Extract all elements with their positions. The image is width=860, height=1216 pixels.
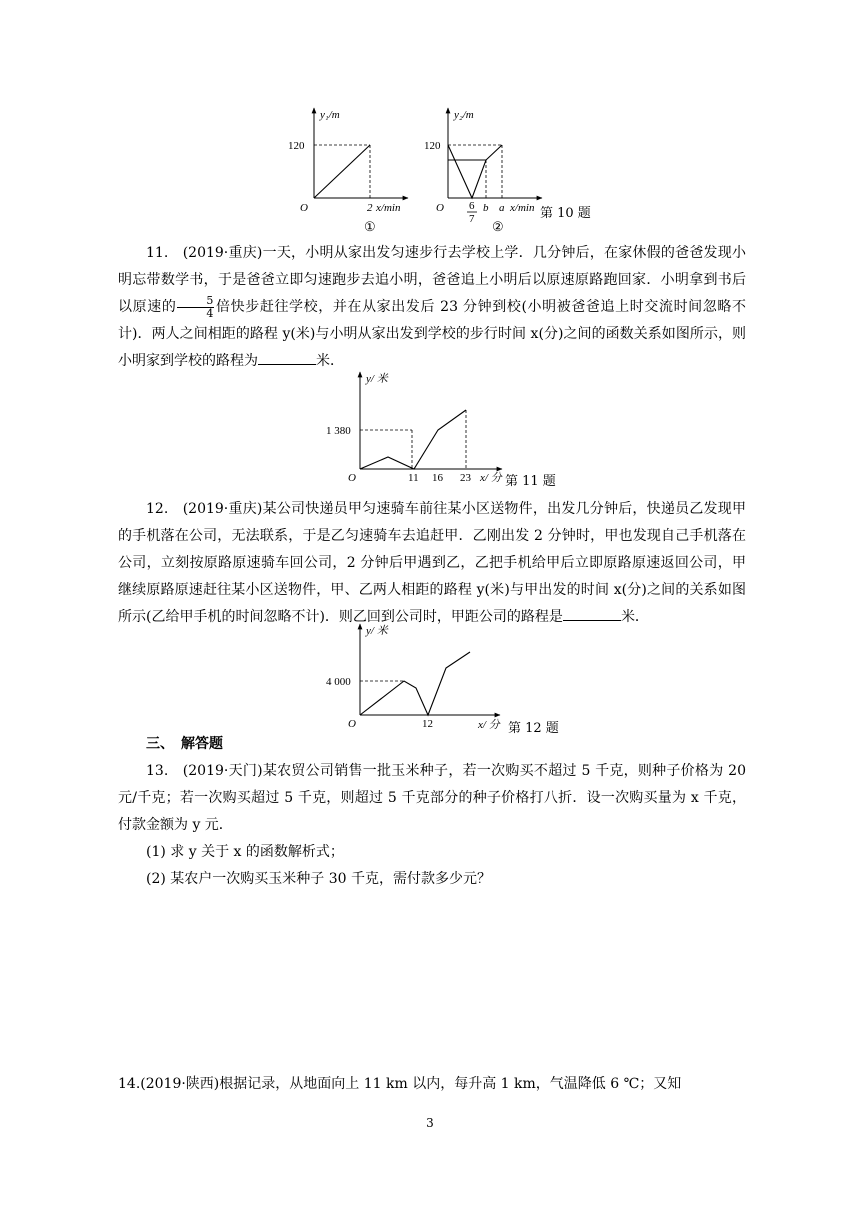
x-tick-denominator: 7 <box>469 213 475 225</box>
graph-line <box>448 145 502 198</box>
origin-label: O <box>348 718 356 730</box>
x-axis-label: x/ 分 <box>480 472 502 484</box>
question-11-text: 倍快步赶往学校，并在从家出发后 23 分钟到校(小明被爸爸追上时交流时间忽略不计)．两人之间相距的路程 y(米)与小明从家出发到学校的步行时间 x(分)之间的函数关系如图所示，则小明家到学校的路程为 <box>118 299 746 369</box>
x-tick-numerator: 6 <box>469 200 475 212</box>
fig10-graph-1 <box>286 100 416 235</box>
fraction-numerator: 5 <box>177 295 214 308</box>
question-12-text: 米． <box>620 609 649 625</box>
graph-line <box>360 652 470 715</box>
fraction <box>177 295 214 320</box>
x-tick-label: 16 <box>432 472 443 484</box>
y-axis-label: y/ 米 <box>366 373 388 385</box>
question-14-stem: 14.(2019·陕西)根据记录，从地面向上 11 km 以内，每升高 1 km，气温降低 6 ℃；又知 <box>118 1076 682 1092</box>
fig12-graph <box>326 620 506 732</box>
graph-line <box>360 410 466 469</box>
y-tick-label: 1 380 <box>326 425 351 437</box>
question-13-stem: 13. (2019·天门)某农贸公司销售一批玉米种子，若一次购买不超过 5 千克，则种子价格为 20 元/千克；若一次购买超过 5 千克，则超过 5 千克部分的种子价格打八折．设一次购买量为 x 千克，付款金额为 y 元． <box>118 763 746 833</box>
x-tick-label-a: a <box>499 202 505 214</box>
x-axis-label: x/min <box>376 202 401 214</box>
x-tick-label: 23 <box>460 472 471 484</box>
question-11-text: 米． <box>316 353 344 369</box>
answer-blank[interactable] <box>563 606 621 621</box>
y-tick-label: 120 <box>424 140 441 152</box>
x-tick-label-b: b <box>483 202 489 214</box>
x-tick-label: 11 <box>408 472 419 484</box>
y-axis-label: y₁/m <box>320 109 340 121</box>
y-axis-label: y/ 米 <box>366 625 388 637</box>
question-14 <box>118 1071 746 1098</box>
fig11-graph <box>326 368 506 483</box>
question-12 <box>118 496 746 631</box>
figure-caption: 第 11 题 <box>505 474 556 489</box>
question-13-part-1: (1) 求 y 关于 x 的函数解析式； <box>146 844 344 860</box>
x-axis-label: x/min <box>510 202 535 214</box>
origin-label: O <box>436 202 444 214</box>
figure-caption: 第 10 题 <box>540 206 591 221</box>
page-number: 3 <box>426 1116 434 1130</box>
question-13 <box>118 758 746 893</box>
answer-blank[interactable] <box>258 350 316 365</box>
section-heading: 三、 解答题 <box>146 736 223 752</box>
origin-label: O <box>348 472 356 484</box>
question-13-part-2: (2) 某农户一次购买玉米种子 30 千克，需付款多少元？ <box>146 871 491 887</box>
question-11 <box>118 240 746 375</box>
x-tick-label: 12 <box>422 718 433 730</box>
question-11-text: 11. (2019·重庆)一天，小明从家出发匀速步行去学校上学．几分钟后，在家休假的爸爸发现小明忘带数学书，于是爸爸立即匀速跑步去追小明，爸爸追上小明后以原速原路跑回家．小明拿到书后以原速的 <box>118 245 746 315</box>
graph-marker: ① <box>364 219 376 234</box>
graph-marker: ② <box>492 219 504 234</box>
fraction-denominator: 4 <box>206 306 214 320</box>
figure-caption: 第 12 题 <box>508 721 559 736</box>
y-tick-label: 120 <box>288 140 305 152</box>
y-tick-label: 4 000 <box>326 676 351 688</box>
y-axis-label: y₂/m <box>454 109 474 121</box>
x-tick-label: 2 <box>367 202 373 214</box>
question-12-text: 12. (2019·重庆)某公司快递员甲匀速骑车前往某小区送物件，出发几分钟后，快递员乙发现甲的手机落在公司，无法联系，于是乙匀速骑车去追赶甲．乙刚出发 2 分钟时，甲也发现自己手机落在公司，立刻按原路原速骑车回公司，2 分钟后甲遇到乙，乙把手机给甲后立即原路原速返回公司，甲继续原路原速赶往某小区送物件，甲、乙两人相距的路程 y(米)与甲出发的时间 x(分)之间的关系如图所示(乙给甲手机的时间忽略不计)．则乙回到公司时，甲距公司的路程是 <box>118 501 746 625</box>
origin-label: O <box>300 202 308 214</box>
x-axis-label: x/ 分 <box>478 719 500 731</box>
graph-line <box>314 145 370 198</box>
